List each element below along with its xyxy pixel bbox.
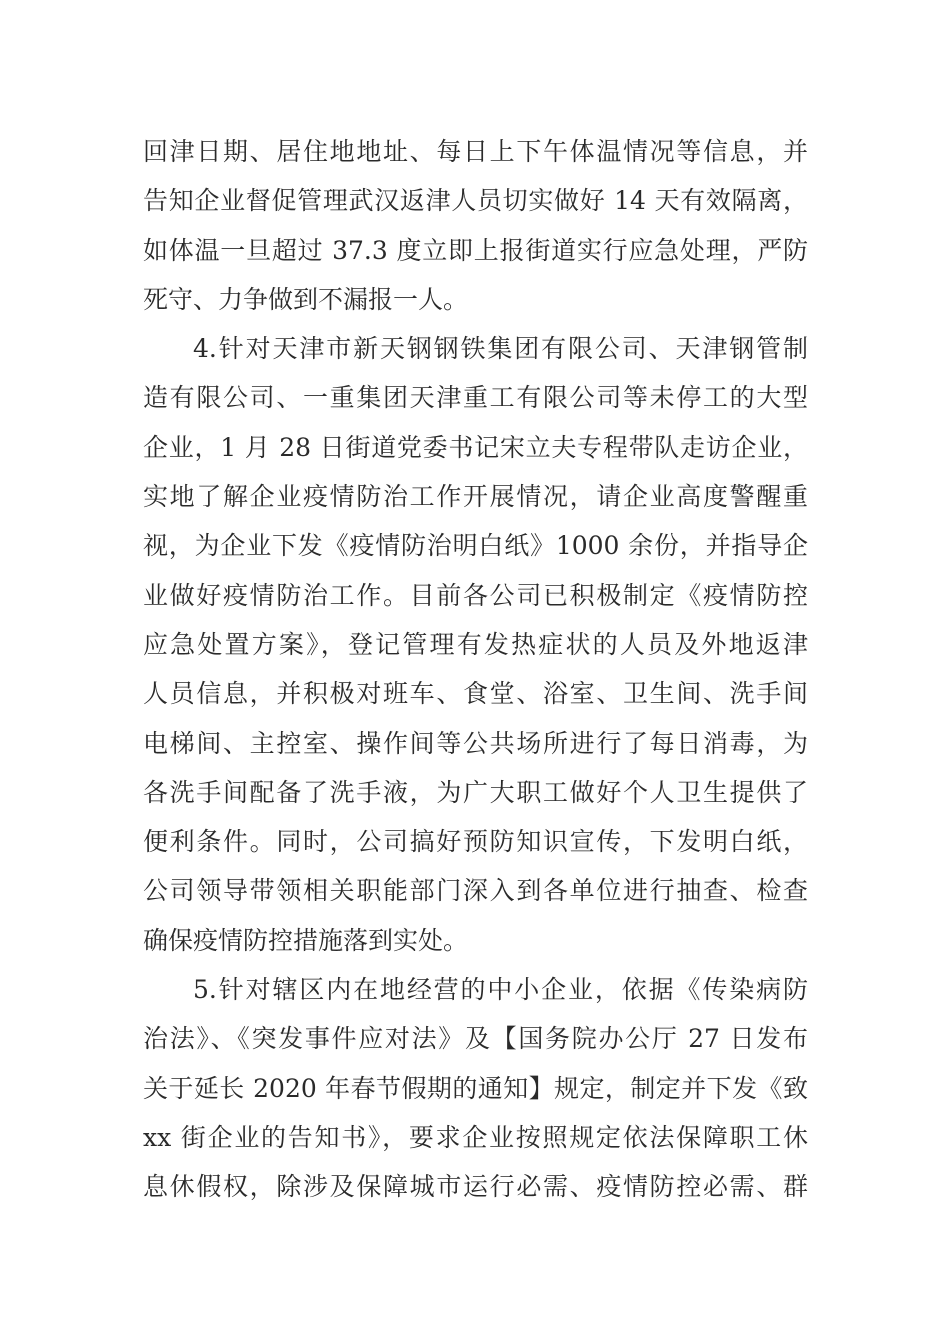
- text-line: 便利条件。同时，公司搞好预防知识宣传，下发明白纸，: [143, 827, 808, 857]
- text-line: xx 街企业的告知书》，要求企业按照规定依法保障职工休: [143, 1122, 808, 1152]
- text-line: 企业，1 月 28 日街道党委书记宋立夫专程带队走访企业，: [143, 432, 808, 462]
- text-line: 回津日期、居住地地址、每日上下午体温情况等信息，并: [143, 137, 808, 166]
- text-line: 如体温一旦超过 37.3 度立即上报街道实行应急处理，严防: [143, 235, 808, 265]
- text-line: 息休假权，除涉及保障城市运行必需、疫情防控必需、群: [143, 1172, 808, 1202]
- text-line: 视，为企业下发《疫情防治明白纸》1000 余份，并指导企: [143, 531, 808, 561]
- text-line: 公司领导带领相关职能部门深入到各单位进行抽查、检查: [143, 876, 808, 906]
- text-line: 4.针对天津市新天钢钢铁集团有限公司、天津钢管制: [193, 334, 808, 364]
- text-line: 电梯间、主控室、操作间等公共场所进行了每日消毒，为: [143, 728, 808, 758]
- text-line: 造有限公司、一重集团天津重工有限公司等未停工的大型: [143, 383, 808, 413]
- text-line: 告知企业督促管理武汉返津人员切实做好 14 天有效隔离，: [143, 186, 808, 216]
- text-line: 应急处置方案》，登记管理有发热症状的人员及外地返津: [143, 629, 808, 659]
- text-line: 5.针对辖区内在地经营的中小企业，依据《传染病防: [193, 975, 808, 1005]
- document-body: [143, 127, 808, 1212]
- text-line: 人员信息，并积极对班车、食堂、浴室、卫生间、洗手间: [143, 679, 808, 709]
- text-line: 实地了解企业疫情防治工作开展情况，请企业高度警醒重: [143, 482, 808, 512]
- text-line: 业做好疫情防治工作。目前各公司已积极制定《疫情防控: [143, 580, 808, 610]
- text-line: 关于延长 2020 年春节假期的通知】规定，制定并下发《致: [143, 1073, 808, 1103]
- text-line: 死守、力争做到不漏报一人。: [143, 284, 469, 314]
- text-line: 治法》、《突发事件应对法》及【国务院办公厅 27 日发布: [143, 1024, 808, 1054]
- text-line: 各洗手间配备了洗手液，为广大职工做好个人卫生提供了: [143, 777, 808, 807]
- text-line: 确保疫情防控措施落到实处。: [143, 925, 469, 955]
